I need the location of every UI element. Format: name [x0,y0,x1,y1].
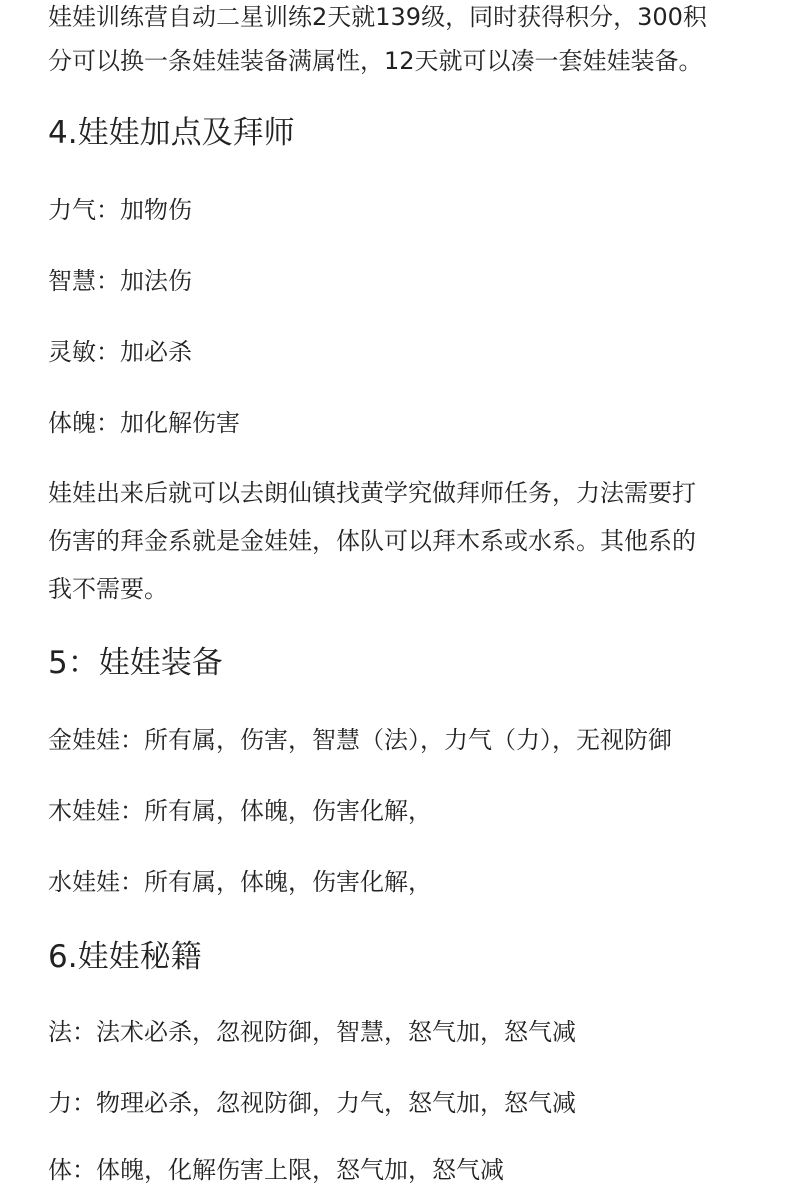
mentor-note-line-2: 伤害的拜金系就是金娃娃，体队可以拜木系或水系。其他系的 [48,527,696,555]
mentor-note-paragraph [48,469,696,613]
attribute-constitution: 体魄：加化解伤害 [48,409,240,437]
mentor-note-line-3: 我不需要。 [48,575,168,603]
attribute-strength: 力气：加物伤 [48,196,192,224]
equipment-water-doll: 水娃娃：所有属，体魄，伤害化解， [48,868,432,896]
manual-magic: 法：法术必杀，忽视防御，智慧，怒气加，怒气减 [48,1018,576,1046]
attribute-agility: 灵敏：加必杀 [48,338,192,366]
section-5-heading: 5：娃娃装备 [48,645,223,681]
equipment-wood-doll: 木娃娃：所有属，体魄，伤害化解， [48,797,432,825]
manual-constitution-cut-off: 体：体魄，化解伤害上限，怒气加，怒气减 [48,1156,504,1184]
equipment-gold-doll: 金娃娃：所有属，伤害，智慧（法），力气（力），无视防御 [48,726,672,754]
intro-line-2: 分可以换一条娃娃装备满属性，12天就可以凑一套娃娃装备。 [48,47,703,75]
section-4-heading: 4.娃娃加点及拜师 [48,115,295,151]
intro-paragraph [48,0,707,81]
mentor-note-line-1: 娃娃出来后就可以去朗仙镇找黄学究做拜师任务，力法需要打 [48,479,696,507]
section-6-heading: 6.娃娃秘籍 [48,939,202,975]
intro-line-1: 娃娃训练营自动二星训练2天就139级，同时获得积分，300积 [48,3,707,31]
manual-strength: 力：物理必杀，忽视防御，力气，怒气加，怒气减 [48,1089,576,1117]
attribute-wisdom: 智慧：加法伤 [48,267,192,295]
